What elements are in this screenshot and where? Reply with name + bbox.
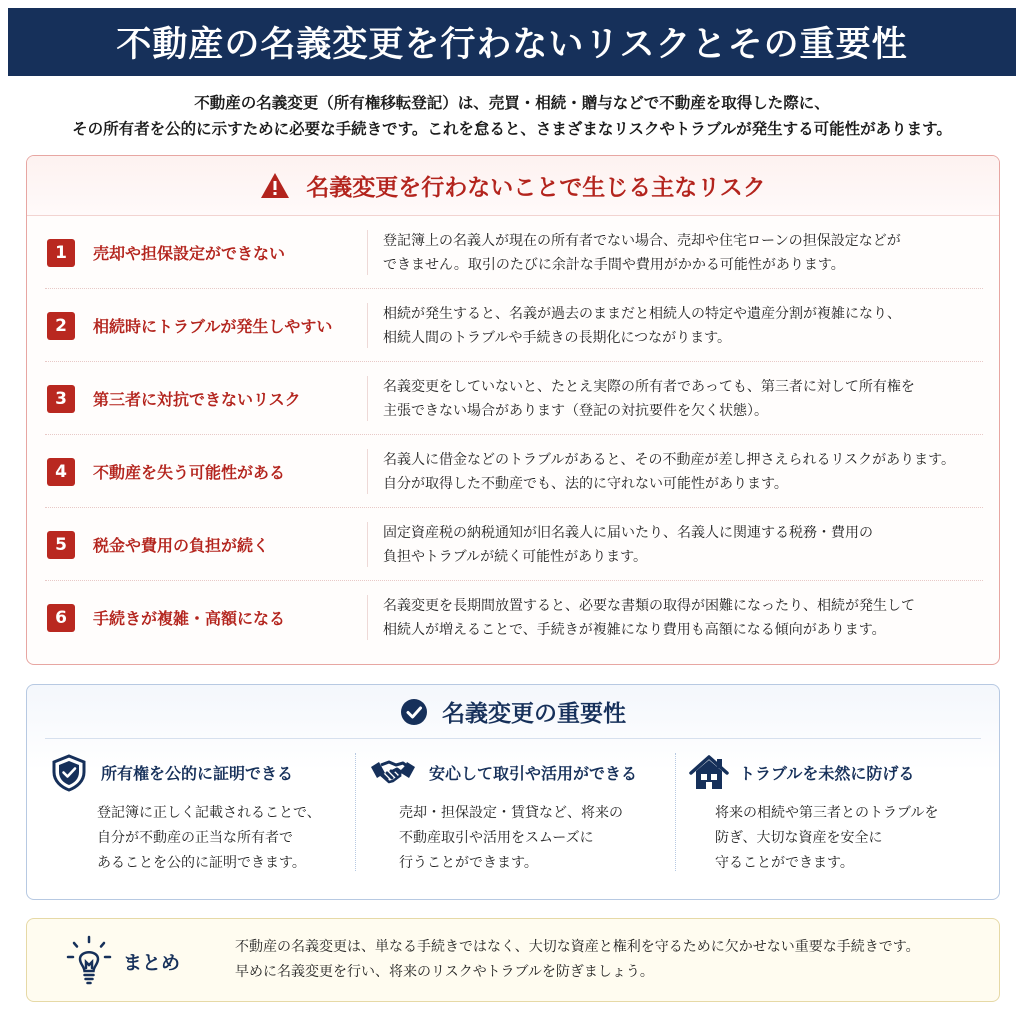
importance-item-title: トラブルを未然に防げる (739, 764, 915, 783)
risk-description-line: できません。取引のたびに余計な手間や費用がかかる可能性があります。 (383, 256, 845, 273)
risk-description (383, 448, 955, 496)
intro-line-1: 不動産の名義変更（所有権移転登記）は、売買・相続・贈与などで不動産を取得した際に、 (194, 94, 830, 112)
importance-text-line: あることを公的に証明できます。 (97, 855, 306, 871)
summary-text-line: 不動産の名義変更は、単なる手続きではなく、大切な資産と権利を守るために欠かせない重要な手続きです。 (235, 939, 920, 955)
risk-number: 6 (47, 604, 75, 632)
summary-text-line: 早めに名義変更を行い、将来のリスクやトラブルを防ぎましょう。 (235, 964, 654, 980)
risk-number: 3 (47, 385, 75, 413)
importance-item-1 (49, 753, 349, 889)
check-circle-icon (400, 698, 428, 726)
importance-item-3 (689, 753, 989, 889)
risk-number: 4 (47, 458, 75, 486)
risk-divider (367, 449, 368, 494)
page-title: 不動産の名義変更を行わないリスクとその重要性 (116, 25, 908, 65)
risk-item-6 (27, 581, 1000, 654)
lightbulb-icon (65, 935, 113, 987)
risk-description-line: 相続人間のトラブルや手続きの長期化につながります。 (383, 329, 732, 346)
risk-description (383, 521, 873, 569)
risk-description-line: 名義変更を長期間放置すると、必要な書類の取得が困難になったり、相続が発生して (383, 597, 915, 614)
risk-description-line: 登記簿上の名義人が現在の所有者でない場合、売却や住宅ローンの担保設定などが (383, 232, 901, 249)
risk-description (383, 302, 901, 350)
risk-number: 5 (47, 531, 75, 559)
risk-description-line: 固定資産税の納税通知が旧名義人に届いたり、名義人に関連する税務・費用の (383, 524, 873, 541)
importance-text-line: 自分が不動産の正当な所有者で (97, 830, 293, 846)
importance-item-text (715, 801, 938, 876)
risk-number: 1 (47, 239, 75, 267)
importance-text-line: 将来の相続や第三者とのトラブルを (715, 805, 939, 821)
risk-title: 税金や費用の負担が続く (93, 536, 270, 555)
intro-line-2: その所有者を公的に示すために必要な手続きです。これを怠ると、さまざまなリスクやトラブルが発生する可能性があります。 (72, 120, 952, 138)
risk-title: 不動産を失う可能性がある (93, 463, 286, 482)
risk-divider (367, 595, 368, 640)
risk-description-line: 自分が取得した不動産でも、法的に守れない可能性があります。 (383, 475, 788, 492)
risk-title: 相続時にトラブルが発生しやすい (93, 317, 333, 336)
handshake-icon (369, 753, 417, 793)
risk-title: 第三者に対抗できないリスク (93, 390, 301, 409)
risk-item-3 (27, 362, 1000, 435)
page-header (8, 8, 1016, 76)
risk-description (383, 375, 915, 423)
house-icon (689, 753, 729, 793)
importance-text-line: 登記簿に正しく記載されることで、 (97, 805, 321, 821)
importance-item-title: 安心して取引や活用ができる (429, 764, 638, 783)
risk-description (383, 594, 915, 642)
shield-check-icon (49, 753, 89, 793)
importance-text-line: 不動産取引や活用をスムーズに (399, 830, 594, 846)
risk-description-line: 名義変更をしていないと、たとえ実際の所有者であっても、第三者に対して所有権を (383, 378, 915, 395)
warning-icon (260, 171, 290, 201)
importance-item-title: 所有権を公的に証明できる (101, 764, 294, 783)
risk-description-line: 相続が発生すると、名義が過去のままだと相続人の特定や遺産分割が複雑になり、 (383, 305, 901, 322)
risk-divider (367, 303, 368, 348)
risk-title: 手続きが複雑・高額になる (93, 609, 286, 628)
importance-text-line: 売却・担保設定・賃貸など、将来の (399, 805, 623, 821)
risk-item-5 (27, 508, 1000, 581)
importance-item-2 (369, 753, 669, 889)
risk-description-line: 主張できない場合があります（登記の対抗要件を欠く状態）。 (383, 402, 768, 419)
risk-description-line: 相続人が増えることで、手続きが複雑になり費用も高額になる傾向があります。 (383, 621, 886, 638)
risk-section-title: 名義変更を行わないことで生じる主なリスク (306, 175, 766, 201)
importance-section-title: 名義変更の重要性 (442, 701, 626, 727)
risk-title: 売却や担保設定ができない (93, 244, 286, 263)
importance-text-line: 守ることができます。 (715, 855, 854, 871)
summary-section (26, 918, 1000, 1002)
risk-item-4 (27, 435, 1000, 508)
risk-section (26, 155, 1000, 665)
risk-item-2 (27, 289, 1000, 362)
risk-description (383, 229, 901, 277)
summary-text (235, 935, 920, 985)
risk-item-1 (27, 216, 1000, 289)
risk-description-line: 負担やトラブルが続く可能性があります。 (383, 548, 648, 565)
importance-section (26, 684, 1000, 900)
importance-item-text (97, 801, 321, 876)
importance-section-header (45, 685, 981, 739)
importance-divider (675, 753, 676, 871)
summary-label: まとめ (123, 952, 181, 974)
importance-text-line: 行うことができます。 (399, 855, 538, 871)
intro-text (20, 90, 1004, 142)
risk-divider (367, 376, 368, 421)
risk-divider (367, 230, 368, 275)
risk-divider (367, 522, 368, 567)
importance-text-line: 防ぎ、大切な資産を安全に (715, 830, 883, 846)
risk-number: 2 (47, 312, 75, 340)
risk-description-line: 名義人に借金などのトラブルがあると、その不動産が差し押さえられるリスクがあります。 (383, 451, 956, 468)
importance-item-text (399, 801, 623, 876)
risk-section-header (27, 156, 999, 216)
importance-divider (355, 753, 356, 871)
